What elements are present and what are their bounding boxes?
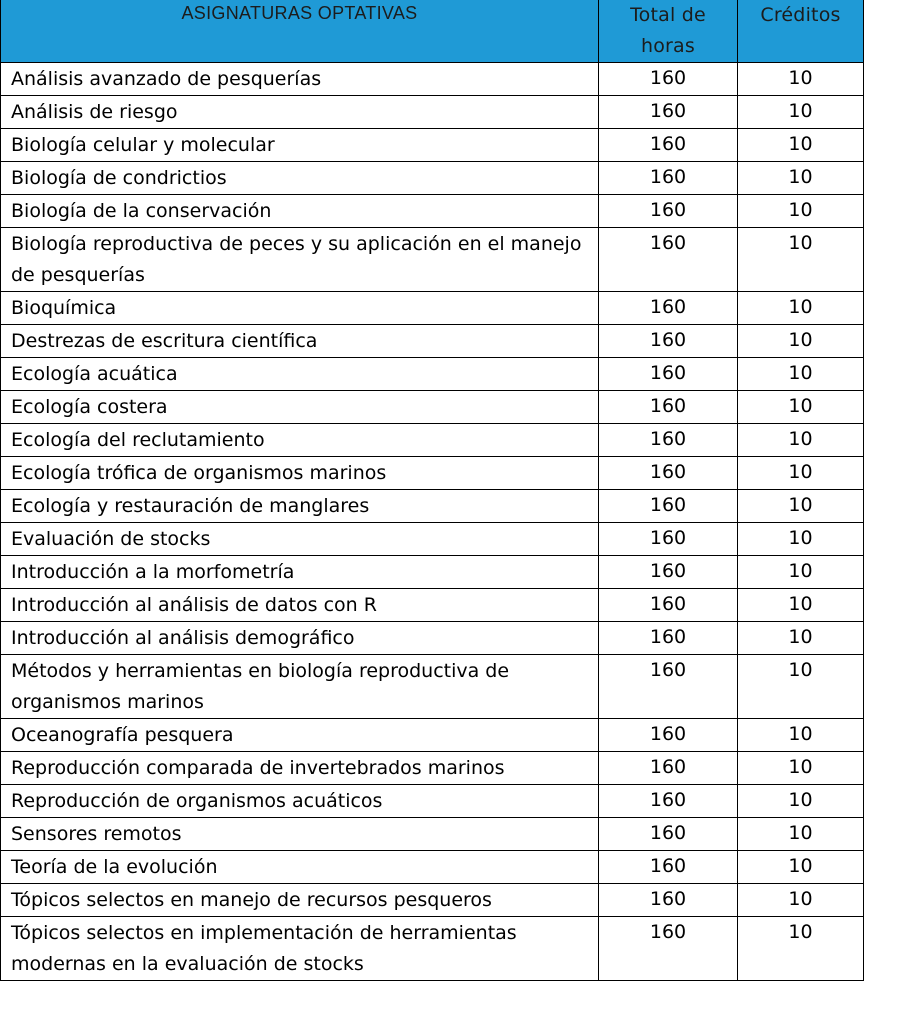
credits-cell: 10 (738, 96, 864, 129)
table-row (1, 457, 864, 490)
credits-cell: 10 (738, 655, 864, 719)
header-courses: ASIGNATURAS OPTATIVAS (1, 0, 599, 63)
course-name-cell: Tópicos selectos en manejo de recursos pesqueros (1, 884, 599, 917)
credits-cell: 10 (738, 129, 864, 162)
total-hours-cell: 160 (599, 622, 738, 655)
table-row (1, 228, 864, 292)
table-row (1, 391, 864, 424)
course-name-cell: Sensores remotos (1, 818, 599, 851)
credits-cell: 10 (738, 490, 864, 523)
table-row (1, 358, 864, 391)
table-header-row (1, 0, 864, 63)
course-name-cell: Reproducción comparada de invertebrados marinos (1, 752, 599, 785)
table-row (1, 424, 864, 457)
credits-cell: 10 (738, 719, 864, 752)
course-name-cell: Biología de la conservación (1, 195, 599, 228)
credits-cell: 10 (738, 818, 864, 851)
course-name-cell: Evaluación de stocks (1, 523, 599, 556)
total-hours-cell: 160 (599, 162, 738, 195)
total-hours-cell: 160 (599, 292, 738, 325)
course-name-cell: Tópicos selectos en implementación de herramientas modernas en la evaluación de stocks (1, 917, 599, 981)
total-hours-cell: 160 (599, 195, 738, 228)
total-hours-cell: 160 (599, 490, 738, 523)
course-name-cell: Análisis avanzado de pesquerías (1, 63, 599, 96)
credits-cell: 10 (738, 785, 864, 818)
course-name-cell: Introducción a la morfometría (1, 556, 599, 589)
course-name-cell: Bioquímica (1, 292, 599, 325)
table-row (1, 622, 864, 655)
table-row (1, 162, 864, 195)
course-name-cell: Destrezas de escritura científica (1, 325, 599, 358)
course-name-cell: Ecología del reclutamiento (1, 424, 599, 457)
credits-cell: 10 (738, 457, 864, 490)
credits-cell: 10 (738, 228, 864, 292)
table-row (1, 917, 864, 981)
total-hours-cell: 160 (599, 358, 738, 391)
total-hours-cell: 160 (599, 655, 738, 719)
total-hours-cell: 160 (599, 917, 738, 981)
credits-cell: 10 (738, 391, 864, 424)
table-row (1, 490, 864, 523)
credits-cell: 10 (738, 424, 864, 457)
total-hours-cell: 160 (599, 523, 738, 556)
credits-cell: 10 (738, 884, 864, 917)
course-name-cell: Biología celular y molecular (1, 129, 599, 162)
header-total-hours: Total de horas (599, 0, 738, 63)
course-name-cell: Teoría de la evolución (1, 851, 599, 884)
course-name-cell: Biología de condrictios (1, 162, 599, 195)
credits-cell: 10 (738, 556, 864, 589)
credits-cell: 10 (738, 917, 864, 981)
credits-cell: 10 (738, 63, 864, 96)
course-name-cell: Introducción al análisis de datos con R (1, 589, 599, 622)
table-row (1, 655, 864, 719)
table-body (1, 63, 864, 981)
table-row (1, 325, 864, 358)
total-hours-cell: 160 (599, 851, 738, 884)
credits-cell: 10 (738, 195, 864, 228)
course-name-cell: Reproducción de organismos acuáticos (1, 785, 599, 818)
credits-cell: 10 (738, 752, 864, 785)
credits-cell: 10 (738, 622, 864, 655)
total-hours-cell: 160 (599, 818, 738, 851)
course-name-cell: Ecología y restauración de manglares (1, 490, 599, 523)
total-hours-cell: 160 (599, 719, 738, 752)
total-hours-cell: 160 (599, 391, 738, 424)
credits-cell: 10 (738, 292, 864, 325)
table-row (1, 195, 864, 228)
course-name-cell: Biología reproductiva de peces y su aplicación en el manejo de pesquerías (1, 228, 599, 292)
total-hours-cell: 160 (599, 556, 738, 589)
total-hours-cell: 160 (599, 129, 738, 162)
total-hours-cell: 160 (599, 785, 738, 818)
table-row (1, 785, 864, 818)
table-row (1, 292, 864, 325)
table-row (1, 884, 864, 917)
course-name-cell: Ecología acuática (1, 358, 599, 391)
credits-cell: 10 (738, 851, 864, 884)
total-hours-cell: 160 (599, 884, 738, 917)
course-name-cell: Análisis de riesgo (1, 96, 599, 129)
credits-cell: 10 (738, 162, 864, 195)
credits-cell: 10 (738, 325, 864, 358)
table-row (1, 851, 864, 884)
table-row (1, 523, 864, 556)
total-hours-cell: 160 (599, 424, 738, 457)
total-hours-cell: 160 (599, 325, 738, 358)
total-hours-cell: 160 (599, 63, 738, 96)
course-name-cell: Métodos y herramientas en biología reproductiva de organismos marinos (1, 655, 599, 719)
course-name-cell: Oceanografía pesquera (1, 719, 599, 752)
course-name-cell: Ecología costera (1, 391, 599, 424)
header-credits: Créditos (738, 0, 864, 63)
table-row (1, 818, 864, 851)
credits-cell: 10 (738, 358, 864, 391)
credits-cell: 10 (738, 589, 864, 622)
total-hours-cell: 160 (599, 589, 738, 622)
total-hours-cell: 160 (599, 752, 738, 785)
total-hours-cell: 160 (599, 96, 738, 129)
table-row (1, 96, 864, 129)
credits-cell: 10 (738, 523, 864, 556)
total-hours-cell: 160 (599, 457, 738, 490)
table-row (1, 129, 864, 162)
table-row (1, 589, 864, 622)
table-row (1, 719, 864, 752)
course-name-cell: Introducción al análisis demográfico (1, 622, 599, 655)
table-row (1, 556, 864, 589)
table-row (1, 63, 864, 96)
table-row (1, 752, 864, 785)
total-hours-cell: 160 (599, 228, 738, 292)
course-name-cell: Ecología trófica de organismos marinos (1, 457, 599, 490)
